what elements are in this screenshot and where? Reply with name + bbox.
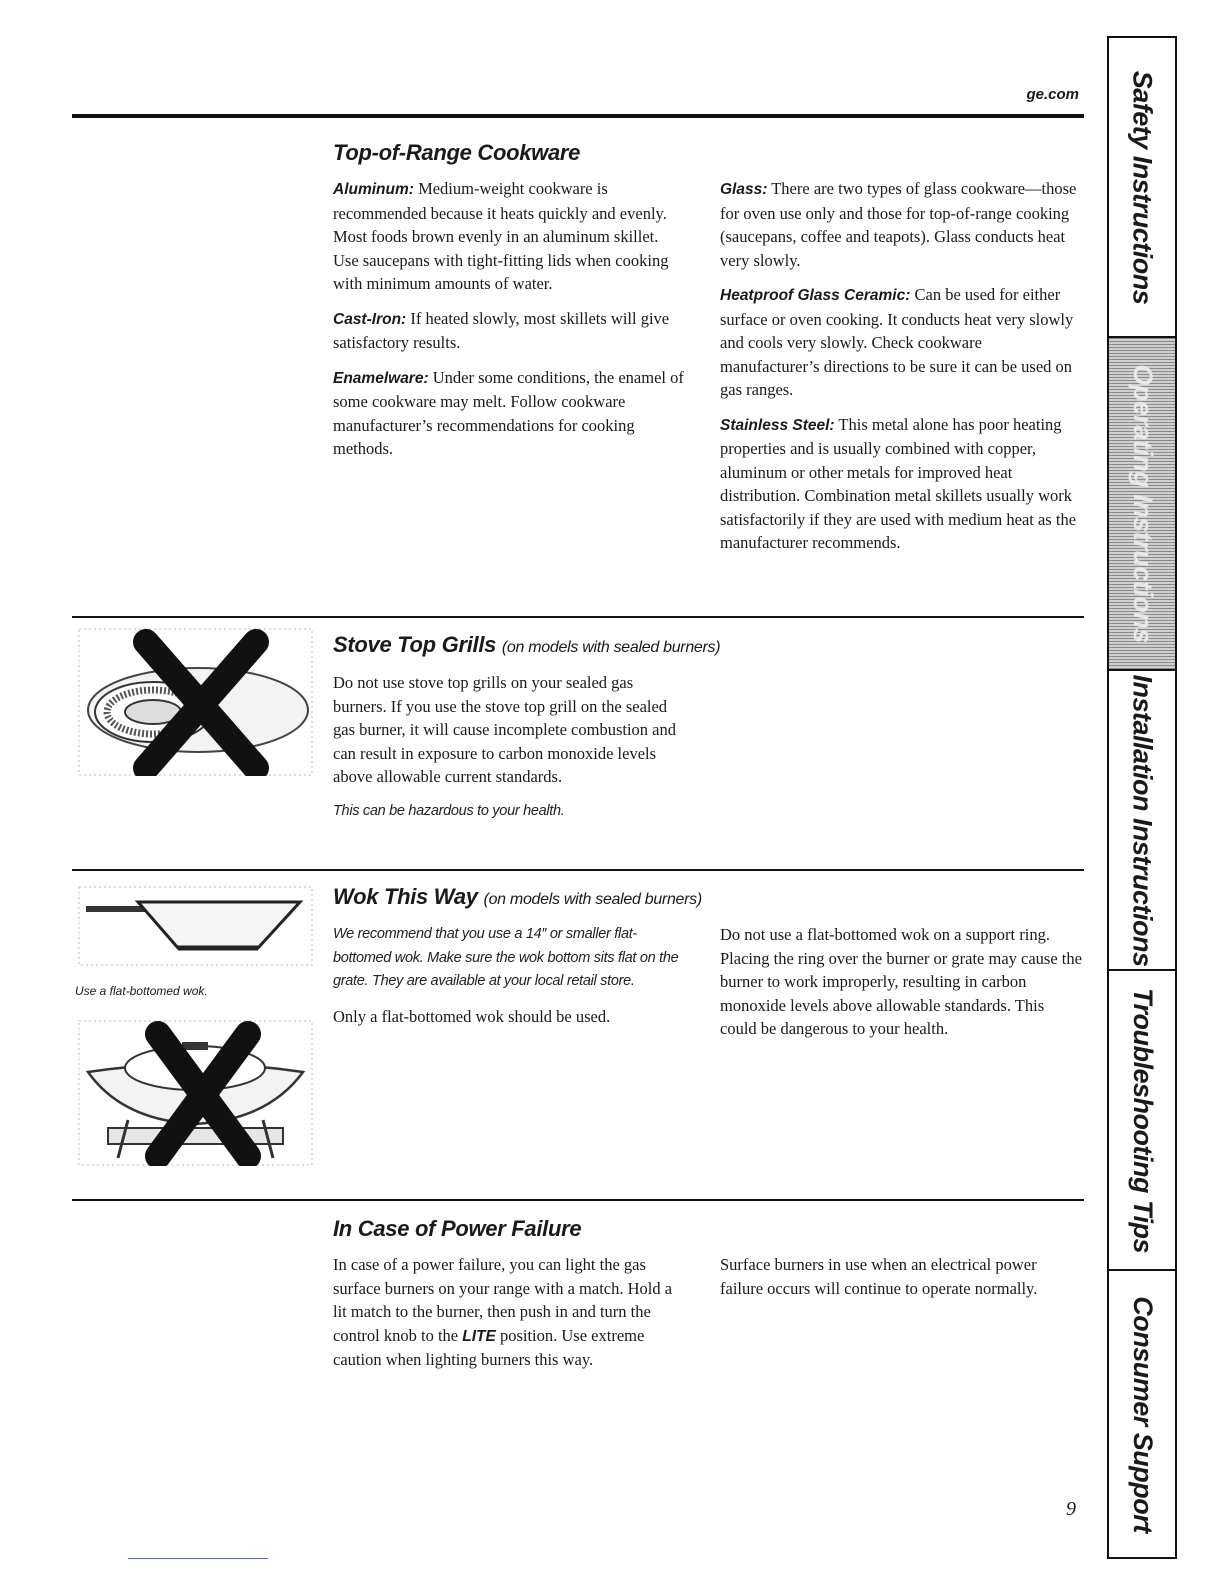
tab-operating-instructions[interactable]: Operating Instructions: [1109, 338, 1175, 671]
section-divider: [72, 1199, 1084, 1201]
enamelware-paragraph: Enamelware: Under some conditions, the enamel of some cookware may melt. Follow cookware manufacturer’s recommendations for cooking methods.: [333, 367, 684, 458]
grills-heading: Stove Top Grills (on models with sealed burners): [333, 632, 721, 657]
power-text-right: Surface burners in use when an electrical power failure occurs will continue to operate normally.: [720, 1255, 1038, 1298]
grills-warning-note: This can be hazardous to your health.: [333, 802, 565, 819]
stove-grill-crossed-illustration: [78, 628, 313, 776]
wok-caption: Use a flat-bottomed wok.: [75, 984, 208, 998]
wok-col-left: [333, 923, 683, 1039]
wok-col-right: [720, 923, 1082, 1052]
grills-body: [333, 671, 678, 834]
site-url: ge.com: [1026, 86, 1079, 103]
tab-consumer-support[interactable]: Consumer Support: [1127, 1295, 1158, 1533]
section-divider: [72, 616, 1084, 618]
power-col-left: [333, 1253, 688, 1383]
aluminum-paragraph: Aluminum: Medium-weight cookware is recommended because it heats quickly and evenly. Most foods brown evenly in an aluminum skillet. Use saucepans with tight-fitting lids when cooking with minimum amounts of water.: [333, 179, 669, 293]
header-rule: [72, 114, 1084, 118]
power-text-left: In case of a power failure, you can light the gas surface burners on your range with a match. Hold a lit match to the burner, then push in and turn the control knob to the LITE position. Use extreme caution when lighting burners this way.: [333, 1255, 673, 1369]
grills-text: Do not use stove top grills on your sealed gas burners. If you use the stove top grill on the sealed gas burner, it will cause incomplete combustion and can result in exposure to carbon monoxide levels above allowable current standards.: [333, 673, 677, 786]
tab-safety-instructions[interactable]: Safety Instructions: [1109, 38, 1175, 338]
glass-paragraph: Glass: There are two types of glass cookware—those for oven use only and those for top-of-range cooking (saucepans, coffee and teapots). Glass conducts heat very slowly.: [720, 179, 1077, 270]
tab-troubleshooting-tips[interactable]: Troubleshooting Tips: [1109, 971, 1175, 1271]
tab-installation-instructions[interactable]: Installation Instructions: [1109, 671, 1175, 971]
wok-recommendation-note: We recommend that you use a 14″ or smaller flat-bottomed wok. Make sure the wok bottom sits flat on the grate. They are available at your local retail store.: [333, 926, 679, 989]
cookware-heading: Top-of-Range Cookware: [333, 140, 581, 165]
stainless-paragraph: Stainless Steel: This metal alone has poor heating properties and is usually combined with copper, aluminum or other metals for improved heat distribution. Combination metal skillets usually work satisfactorily if they are used with medium heat as the manufacturer recommends.: [720, 414, 1077, 552]
cast-iron-paragraph: Cast-Iron: If heated slowly, most skillets will give satisfactory results.: [333, 308, 670, 352]
power-failure-heading: In Case of Power Failure: [333, 1216, 582, 1241]
wok-heading: Wok This Way (on models with sealed burners): [333, 884, 702, 909]
page-number: 9: [1066, 1498, 1076, 1520]
cookware-col-left: [333, 177, 688, 472]
wok-on-ring-crossed-illustration: [78, 1020, 313, 1166]
wok-text-right: Do not use a flat-bottomed wok on a support ring. Placing the ring over the burner or grate may cause the burner to work improperly, resulting in carbon monoxide levels above allowable standards. This could be dangerous to your health.: [720, 925, 1082, 1038]
flat-bottomed-wok-illustration: [78, 886, 313, 966]
section-divider: [72, 869, 1084, 871]
cookware-col-right: [720, 177, 1082, 566]
heatproof-paragraph: Heatproof Glass Ceramic: Can be used for either surface or oven cooking. It conducts heat very slowly and cools very slowly. Check cookware manufacturer’s directions to be sure it can be used on gas ranges.: [720, 285, 1074, 399]
wok-text-left: Only a flat-bottomed wok should be used.: [333, 1006, 611, 1026]
power-col-right: [720, 1253, 1082, 1311]
section-tabs: [1107, 36, 1177, 1559]
bottom-link-line: [128, 1558, 268, 1559]
